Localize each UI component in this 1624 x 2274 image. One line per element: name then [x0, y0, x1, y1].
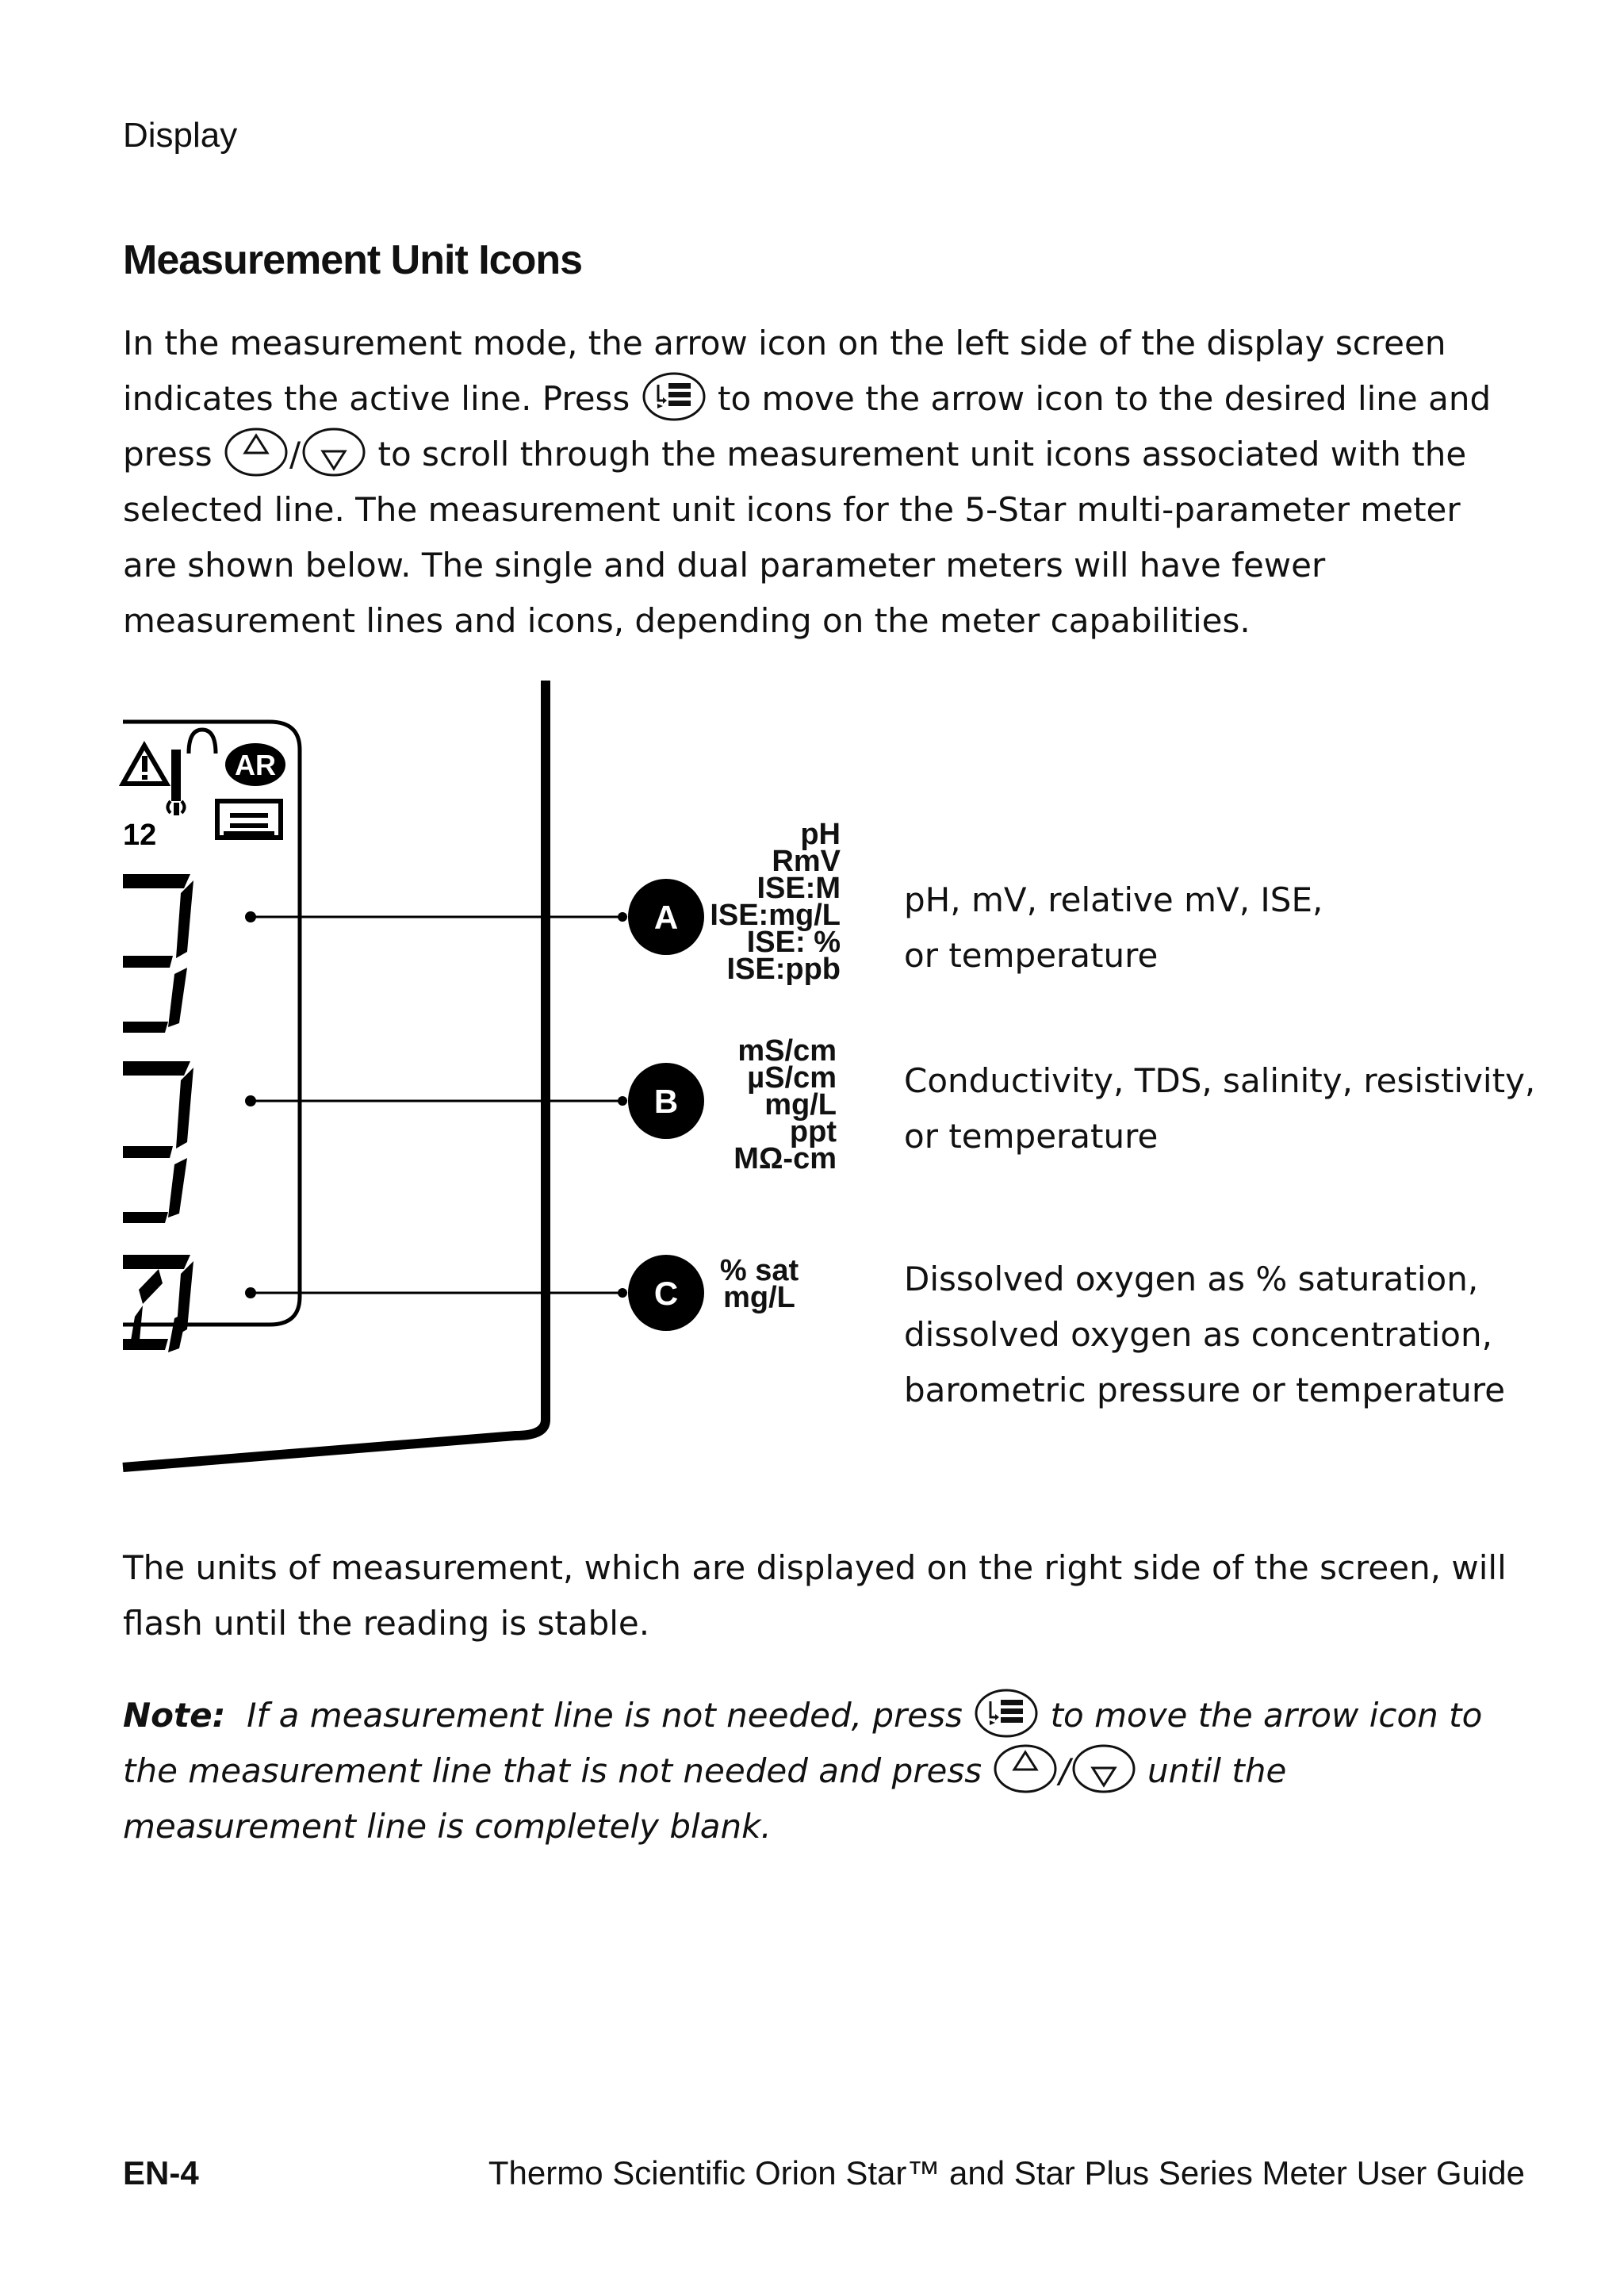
callout-c-badge	[628, 1255, 704, 1331]
warning-icon	[123, 746, 167, 784]
unit-label: µS/cm	[747, 1061, 837, 1095]
running-head: Display	[123, 116, 238, 155]
down-arrow-key-icon	[1071, 1744, 1137, 1793]
unit-label: mS/cm	[737, 1034, 837, 1068]
note-text-1: If a measurement line is not needed, press	[247, 1696, 963, 1735]
line-select-key-icon	[641, 372, 707, 421]
description-line-c: Dissolved oxygen as % saturation, dissolved oxygen as concentration, barometric pressure or temperature	[904, 1260, 1506, 1409]
thermometer-probe-icon	[168, 730, 216, 815]
leader-line-b	[245, 1095, 627, 1106]
meter-bezel	[123, 681, 546, 1467]
unit-label: RmV	[772, 845, 841, 878]
printer-icon	[217, 801, 281, 838]
guide-title: Thermo Scientific Orion Star™ and Star Plus Series Meter User Guide	[488, 2154, 1525, 2192]
svg-text:C: C	[653, 1275, 679, 1312]
callout-a-badge	[628, 879, 704, 955]
callout-b-badge	[628, 1063, 704, 1139]
unit-label: mg/L	[723, 1281, 795, 1314]
unit-label: mg/L	[764, 1088, 837, 1122]
leader-line-c	[245, 1287, 627, 1298]
units-line-a	[698, 818, 841, 986]
page-number: EN-4	[123, 2154, 199, 2192]
note-text-3: until the measurement line is completely blank.	[123, 1751, 1287, 1846]
note-slash: /	[1059, 1751, 1071, 1790]
description-line-b: Conductivity, TDS, salinity, resistivity, or temperature	[904, 1061, 1536, 1156]
seven-segment-digits	[123, 874, 193, 1352]
svg-text:B: B	[653, 1083, 679, 1120]
units-line-b	[698, 1034, 837, 1175]
units-line-c	[714, 1254, 805, 1314]
leader-line-a	[245, 911, 627, 922]
note-label: Note:	[123, 1696, 226, 1735]
svg-text:AR: AR	[235, 749, 276, 781]
unit-label: ISE:ppb	[726, 953, 841, 986]
svg-text:A: A	[653, 899, 679, 936]
intro-slash: /	[289, 435, 301, 474]
unit-label: MΩ-cm	[733, 1142, 837, 1175]
line-select-key-icon	[973, 1689, 1040, 1738]
stability-paragraph: The units of measurement, which are displayed on the right side of the screen, will flash until the reading is stable.	[123, 1548, 1507, 1643]
intro-text-1: In the measurement mode, the arrow icon on the left side of the display screen indicates the active line. Press	[123, 324, 1446, 418]
unit-label: ISE:mg/L	[710, 899, 841, 932]
unit-label: pH	[800, 818, 841, 851]
channel-number: 12	[123, 819, 157, 852]
up-arrow-key-icon	[223, 428, 289, 477]
up-arrow-key-icon	[992, 1744, 1059, 1793]
section-title: Measurement Unit Icons	[123, 237, 583, 283]
unit-label: ppt	[789, 1115, 837, 1149]
unit-label: % sat	[719, 1254, 799, 1287]
description-line-a: pH, mV, relative mV, ISE, or temperature	[904, 880, 1323, 975]
unit-label: ISE: %	[746, 926, 841, 959]
intro-text-3: to scroll through the measurement unit icons associated with the selected line. The measurement unit icons for the 5-Star multi-parameter meter are shown below. The single and dual parameter meters will have fewer measurement lines and icons, depending on the meter capabilities.	[123, 435, 1467, 640]
intro-text-2: to move the arrow icon to the desired line and press	[123, 379, 1492, 474]
down-arrow-key-icon	[301, 428, 367, 477]
unit-label: ISE:M	[756, 872, 841, 905]
note-text-2: to move the arrow icon to the measurement line that is not needed and press	[123, 1696, 1483, 1790]
note-paragraph	[123, 1688, 1519, 1854]
ar-badge	[225, 743, 285, 786]
intro-paragraph	[123, 316, 1519, 649]
